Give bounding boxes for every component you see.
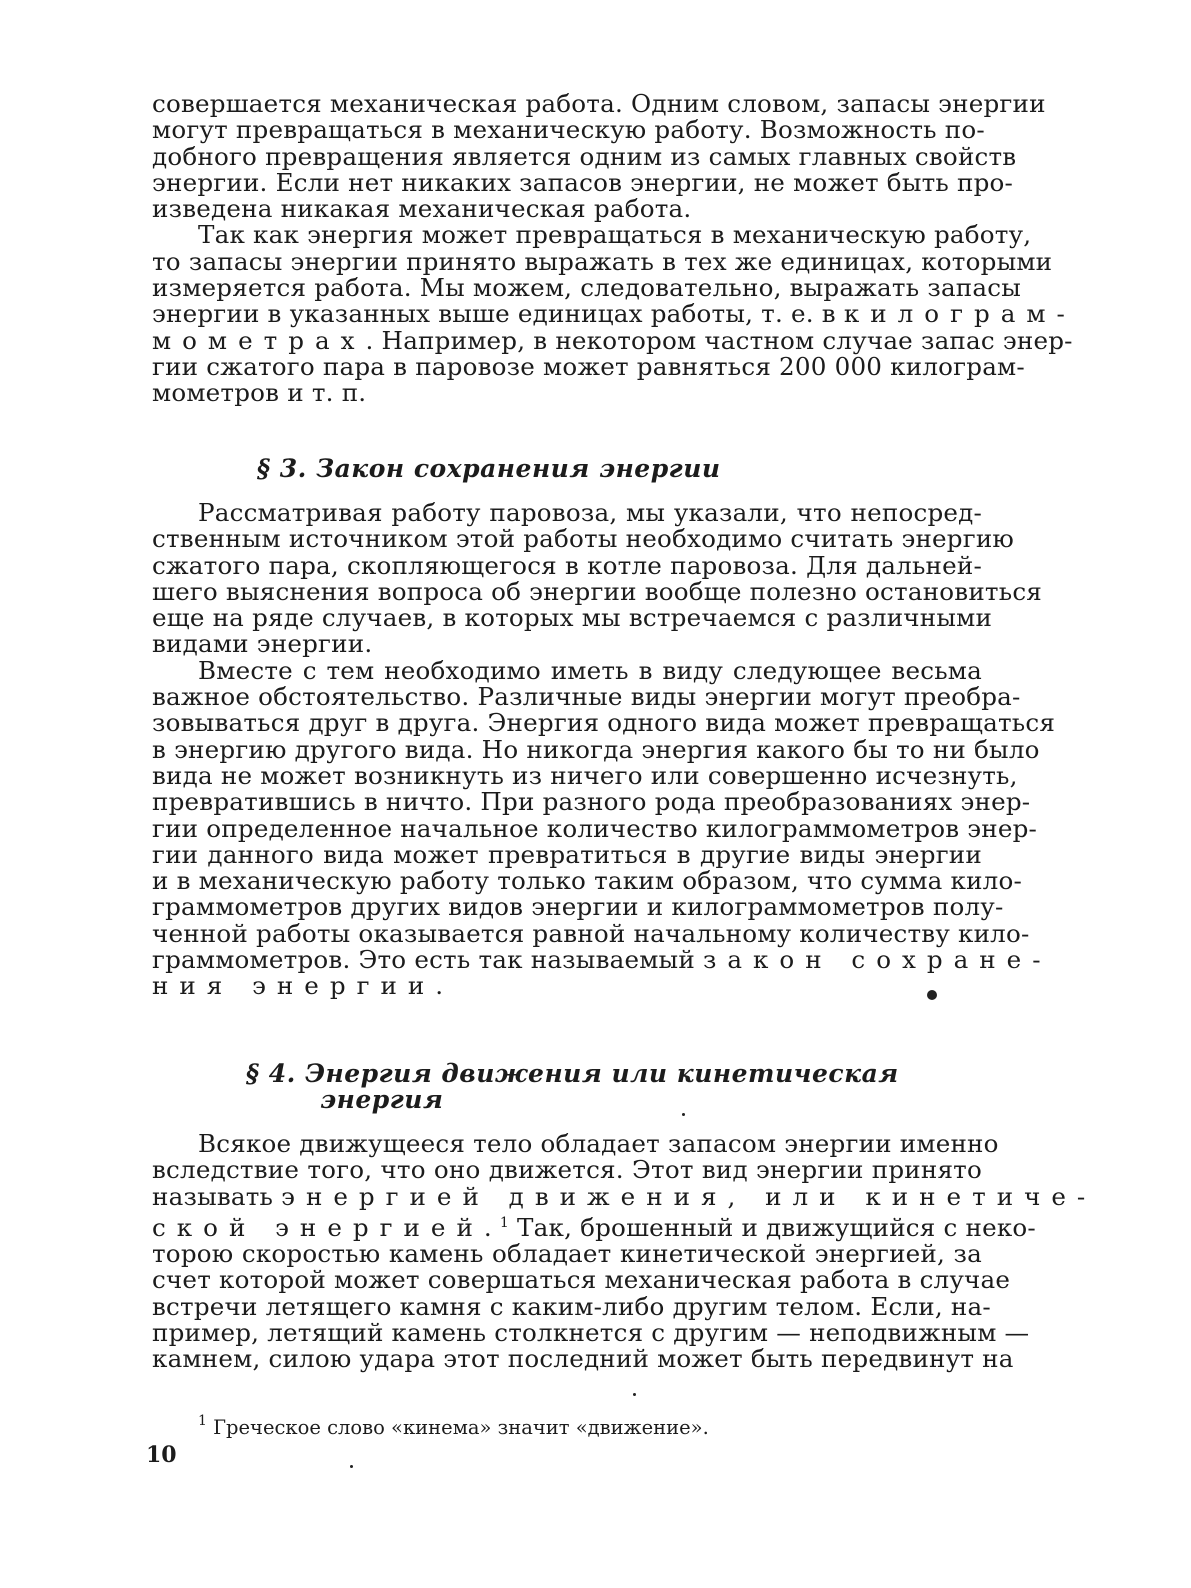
text-line: видами энергии. — [152, 629, 373, 659]
section-4-heading-line-2: энергия — [320, 1085, 444, 1114]
text-line: в энергию другого вида. Но никогда энергия какого бы то ни было — [152, 734, 1040, 764]
emphasis-term: энергией движения, или кинетиче- — [281, 1181, 1097, 1211]
section-4-paragraph-1 — [152, 1129, 1097, 1374]
text-line: могут превращаться в механическую работу. Возможность по- — [152, 115, 985, 145]
scan-speck — [927, 990, 937, 1000]
text-segment: энергии в указанных выше единицах работы, т. е. в — [152, 299, 844, 329]
text-segment: . — [435, 971, 444, 1001]
text-line: и в механическую работу только таким образом, что сумма кило- — [152, 866, 1023, 896]
text-line: зовываться друг в друга. Энергия одного вида может превращаться — [152, 708, 1056, 738]
footnote-text: Греческое слово «кинема» значит «движение». — [206, 1416, 709, 1439]
text-line: еще на ряде случаев, в которых мы встречаемся с различными — [152, 603, 993, 633]
scan-speck — [350, 1465, 353, 1468]
text-segment: называть — [152, 1181, 282, 1211]
footnote-marker: 1 — [198, 1413, 207, 1429]
section-3-paragraph-2 — [152, 655, 1056, 1001]
section-4-block — [152, 1129, 1097, 1374]
text-line — [152, 1210, 1036, 1242]
section-3-heading: § 3. Закон сохранения энергии — [257, 454, 721, 483]
text-line: гии данного вида может превратиться в другие виды энергии — [152, 839, 982, 869]
emphasis-term: ской энергией — [152, 1212, 484, 1242]
text-line: сжатого пара, скопляющегося в котле паровоза. Для дальней- — [152, 550, 982, 580]
footnote — [198, 1410, 709, 1439]
text-line: счет которой может совершаться механическая работа в случае — [152, 1265, 1011, 1295]
text-line: вследствие того, что оно движется. Этот вид энергии принято — [152, 1155, 982, 1185]
text-line: измеряется работа. Мы можем, следовательно, выражать запасы — [152, 273, 1022, 303]
section-3-paragraph-1 — [152, 498, 1043, 659]
text-line: совершается механическая работа. Одним словом, запасы энергии — [152, 89, 1046, 118]
intro-paragraph-1 — [152, 89, 1046, 224]
text-line: шего выяснения вопроса об энергии вообще полезно остановиться — [152, 576, 1043, 606]
text-line: камнем, силою удара этот последний может быть передвинут на — [152, 1344, 1014, 1374]
text-line: Рассматривая работу паровоза, мы указали, что непосред- — [198, 498, 982, 527]
text-line — [152, 973, 982, 999]
text-line: Так как энергия может превращаться в механическую работу, — [198, 220, 1032, 250]
text-line — [152, 299, 1076, 329]
text-segment: . Например, в некотором частном случае запас энер- — [365, 325, 1073, 355]
text-segment: . — [483, 1212, 500, 1242]
intro-block — [152, 89, 1076, 408]
text-line: граммометров других видов энергии и килограммометров полу- — [152, 892, 1004, 922]
emphasis-term: закон сохране- — [702, 945, 1052, 975]
emphasis-term: ния энергии — [152, 971, 436, 1001]
text-line: встречи летящего камня с каким-либо другим телом. Если, на- — [152, 1291, 991, 1321]
text-line: важное обстоятельство. Различные виды энергии могут преобра- — [152, 682, 1021, 712]
section-4-heading-line-1: § 4. Энергия движения или кинетическая — [246, 1059, 899, 1088]
text-segment: граммометров. Это есть так называемый — [152, 945, 703, 975]
footnote-reference[interactable]: 1 — [499, 1214, 510, 1231]
text-line: гии определенное начальное количество килограммометров энер- — [152, 813, 1038, 843]
text-line: гии сжатого пара в паровозе может равняться 200 000 килограм- — [152, 351, 1025, 381]
intro-paragraph-2 — [152, 220, 1076, 408]
emphasis-term: мометрах — [152, 325, 366, 355]
text-line: пример, летящий камень столкнется с другим — неподвижным — — [152, 1318, 1030, 1348]
section-3-block — [152, 498, 1056, 1001]
text-line: добного превращения является одним из самых главных свойств — [152, 141, 1017, 171]
emphasis-term: килограм- — [843, 299, 1076, 329]
scan-speck — [633, 1393, 636, 1396]
scan-speck — [682, 1113, 685, 1116]
text-line: ченной работы оказывается равной начальному количеству кило- — [152, 918, 1030, 948]
text-segment: Так, брошенный и движущийся с неко- — [509, 1212, 1036, 1242]
text-line: торою скоростью камень обладает кинетической энергией, за — [152, 1239, 982, 1269]
text-line: Всякое движущееся тело обладает запасом энергии именно — [198, 1129, 999, 1158]
text-line: то запасы энергии принято выражать в тех же единицах, которыми — [152, 246, 1053, 276]
text-line: мометров и т. п. — [152, 378, 367, 408]
text-line: изведена никакая механическая работа. — [152, 194, 692, 224]
text-line: вида не может возникнуть из ничего или совершенно исчезнуть, — [152, 760, 1018, 790]
text-line: энергии. Если нет никаких запасов энергии, не может быть про- — [152, 167, 1014, 197]
page-number: 10 — [146, 1442, 177, 1468]
text-line: ственным источником этой работы необходимо считать энергию — [152, 524, 1015, 554]
text-line — [152, 325, 1073, 355]
text-line: превратившись в ничто. При разного рода преобразованиях энер- — [152, 787, 1031, 817]
text-line — [152, 945, 1052, 975]
text-line: Вместе с тем необходимо иметь в виду следующее весьма — [198, 655, 982, 685]
text-line — [152, 1181, 1097, 1211]
